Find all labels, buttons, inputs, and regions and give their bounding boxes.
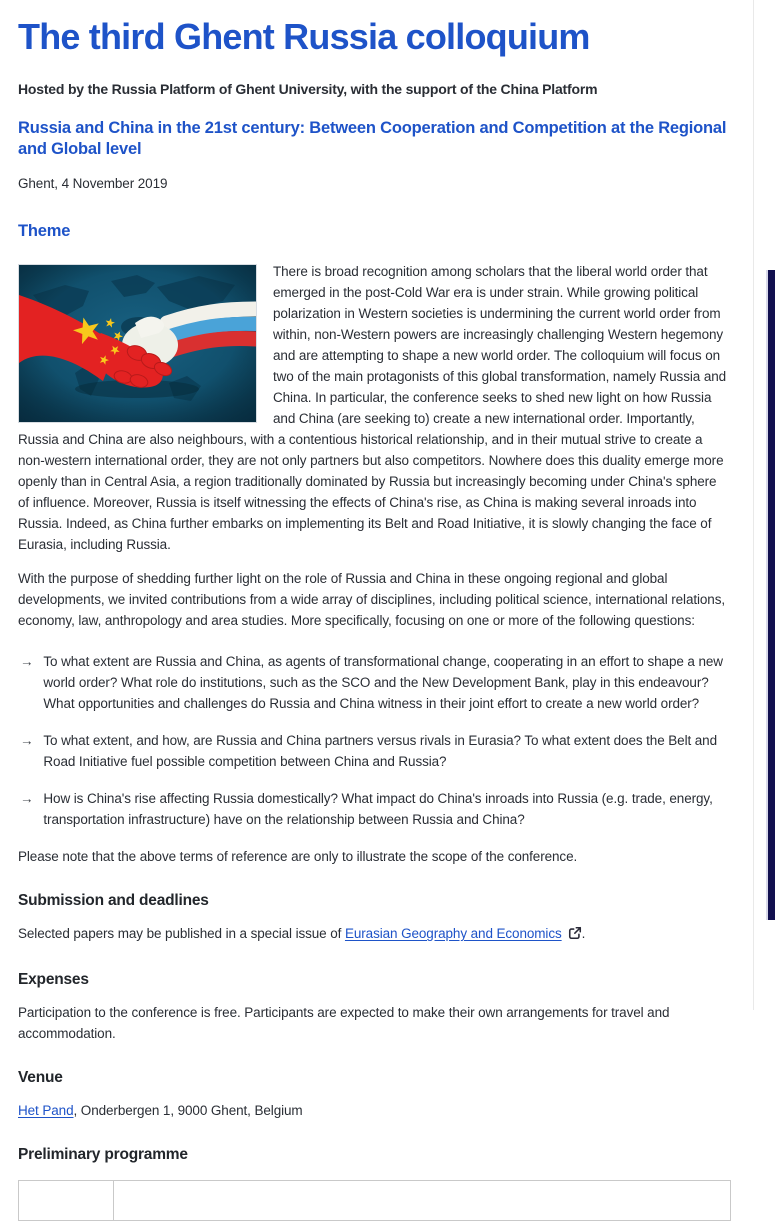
venue-link[interactable]: Het Pand (18, 1103, 74, 1118)
question-item (20, 788, 731, 830)
expenses-text: Participation to the conference is free. Participants are expected to make their own arrangements for travel and accommodation. (18, 1005, 670, 1041)
theme-paragraph-1: There is broad recognition among scholars that the liberal world order that emerged in the post-Cold War era is under strain. While growing political polarization in Western societies is undermining the current world order from within, non-Western powers are increasingly challenging Western hegemony and are attempting to shape a new world order. The colloquium will focus on two of the main protagonists of this global transformation, namely Russia and China. In particular, the conference seeks to shed new light on how Russia and China (are seeking to) create a new international order. Importantly, Russia and China are also neighbours, with a contentious historical relationship, and in their mutual strive to create a non-western international order, they are not only partners but also competitors. Nowhere does this duality emerge more openly than in Central Asia, a region traditionally dominated by Russia but increasingly becoming under China's sphere of influence. Moreover, Russia is itself witnessing the effects of China's rise, as China is making several inroads into Russia. Indeed, as China further embarks on implementing its Belt and Road Initiative, it is slowly changing the face of Eurasia, including Russia. (18, 264, 727, 552)
question-text: To what extent, and how, are Russia and China partners versus rivals in Eurasia? To what extent does the Belt and Road Initiative fuel possible competition between China and Russia? (43, 733, 718, 769)
expenses-heading: Expenses (18, 971, 89, 988)
question-text: To what extent are Russia and China, as agents of transformational change, cooperating in an effort to shape a new world order? What role do institutions, such as the SCO and the New Development Bank, play in this endeavour? What opportunities and challenges do Russia and China witness in their joint effort to create a new world order? (43, 654, 723, 711)
theme-section (18, 261, 731, 555)
theme-paragraph-2: With the purpose of shedding further light on the role of Russia and China in these ongoing regional and global developments, we invited contributions from a wide array of disciplines, including political science, international relations, economy, law, anthropology and area studies. More specifically, focusing on one or more of the following questions: (18, 571, 726, 628)
event-subtitle: Russia and China in the 21st century: Between Cooperation and Competition at the Regional and Global level (18, 119, 727, 158)
scope-note: Please note that the above terms of reference are only to illustrate the scope of the conference. (18, 849, 578, 864)
venue-heading: Venue (18, 1069, 63, 1086)
question-item (20, 730, 731, 772)
handshake-illustration (19, 265, 256, 422)
theme-heading: Theme (18, 222, 71, 240)
venue-line (18, 1100, 731, 1121)
submission-text-before: Selected papers may be published in a special issue of (18, 926, 345, 941)
submission-text-after: . (581, 926, 586, 941)
submission-heading: Submission and deadlines (18, 892, 209, 909)
programme-heading: Preliminary programme (18, 1146, 188, 1163)
question-list (18, 651, 731, 830)
article-page (0, 15, 753, 1221)
programme-detail-cell (114, 1181, 731, 1221)
arrow-right-icon: → (20, 654, 34, 669)
lead-text: Hosted by the Russia Platform of Ghent University, with the support of the China Platform (18, 81, 598, 97)
programme-row (19, 1181, 731, 1221)
scrollbar-thumb[interactable] (766, 270, 775, 920)
programme-time-cell (19, 1181, 114, 1221)
page-title: The third Ghent Russia colloquium (18, 16, 590, 57)
external-link-icon[interactable] (568, 925, 582, 946)
theme-image (18, 264, 257, 423)
journal-link[interactable]: Eurasian Geography and Economics (344, 926, 562, 941)
scrollbar-track[interactable] (753, 0, 775, 1010)
arrow-right-icon: → (20, 791, 34, 806)
event-date: Ghent, 4 November 2019 (18, 176, 168, 191)
venue-address: , Onderbergen 1, 9000 Ghent, Belgium (73, 1103, 303, 1118)
question-item (20, 651, 731, 714)
programme-table (18, 1180, 731, 1221)
question-text: How is China's rise affecting Russia domestically? What impact do China's inroads into Russia (e.g. trade, energy, transportation infrastructure) have on the relationship between Russia and China? (43, 791, 713, 827)
submission-text (18, 923, 731, 946)
arrow-right-icon: → (20, 733, 34, 748)
